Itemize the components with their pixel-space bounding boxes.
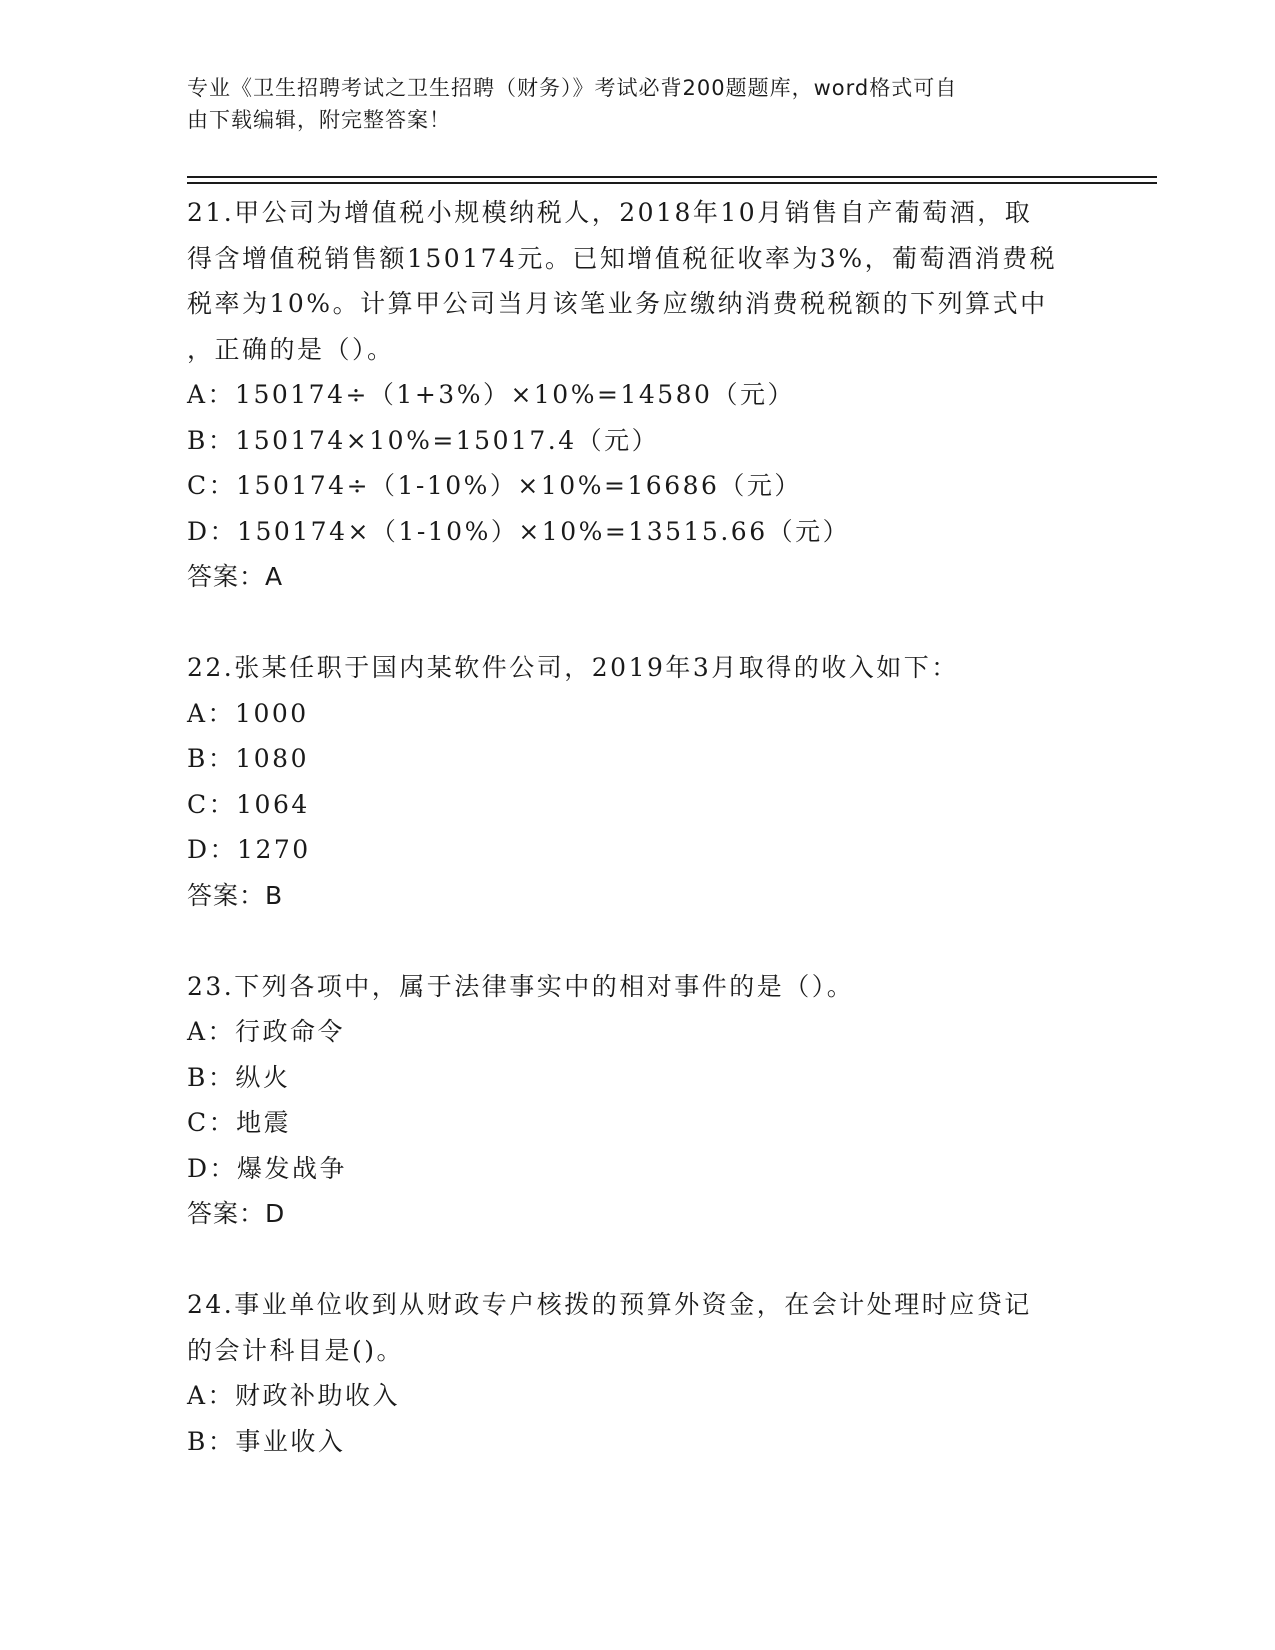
option-d: D：1270 [187,835,311,864]
answer-line: 答案：A [187,562,284,591]
question-text-line: 21.甲公司为增值税小规模纳税人，2018年10月销售自产葡萄酒，取 [187,198,1033,227]
option-a: A：1000 [187,698,309,728]
option-c: C：1064 [187,789,310,819]
question-text-line: 22.张某任职于国内某软件公司，2019年3月取得的收入如下： [187,653,959,682]
option-d: D：150174×（1-10%）×10%=13515.66（元） [187,516,851,546]
header-line-2: 由下载编辑，附完整答案！ [187,108,451,132]
document-header [187,72,1067,136]
header-divider-bottom [187,182,1157,184]
question-text-line: ，正确的是（）。 [187,334,395,364]
option-b: B：事业收入 [187,1426,346,1456]
question-text-line: 的会计科目是()。 [187,1335,405,1365]
question-text-line: 得含增值税销售额150174元。已知增值税征收率为3%，葡萄酒消费税 [187,243,1058,273]
option-c: C：地震 [187,1108,292,1137]
option-b: B：150174×10%=15017.4（元） [187,425,660,455]
question-text-line: 24.事业单位收到从财政专户核拨的预算外资金，在会计处理时应贷记 [187,1290,1032,1319]
question-text-line: 税率为10%。计算甲公司当月该笔业务应缴纳消费税税额的下列算式中 [187,289,1048,318]
option-a: A：行政命令 [187,1017,346,1046]
option-a: A：150174÷（1+3%）×10%=14580（元） [187,380,795,409]
question-text-line: 23.下列各项中，属于法律事实中的相对事件的是（）。 [187,971,855,1001]
option-c: C：150174÷（1-10%）×10%=16686（元） [187,471,802,500]
question-23 [187,964,1087,1237]
answer-line: 答案：D [187,1199,286,1228]
answer-line: 答案：B [187,880,284,910]
option-b: B：纵火 [187,1062,291,1092]
question-22 [187,645,1087,918]
question-21 [187,190,1087,600]
option-d: D：爆发战争 [187,1153,348,1183]
header-line-1: 专业《卫生招聘考试之卫生招聘（财务）》考试必背200题题库，word格式可自 [187,76,958,100]
question-list [187,190,1087,1510]
option-a: A：财政补助收入 [187,1381,401,1410]
header-divider-top [187,176,1157,178]
option-b: B：1080 [187,744,309,773]
question-24 [187,1282,1087,1464]
